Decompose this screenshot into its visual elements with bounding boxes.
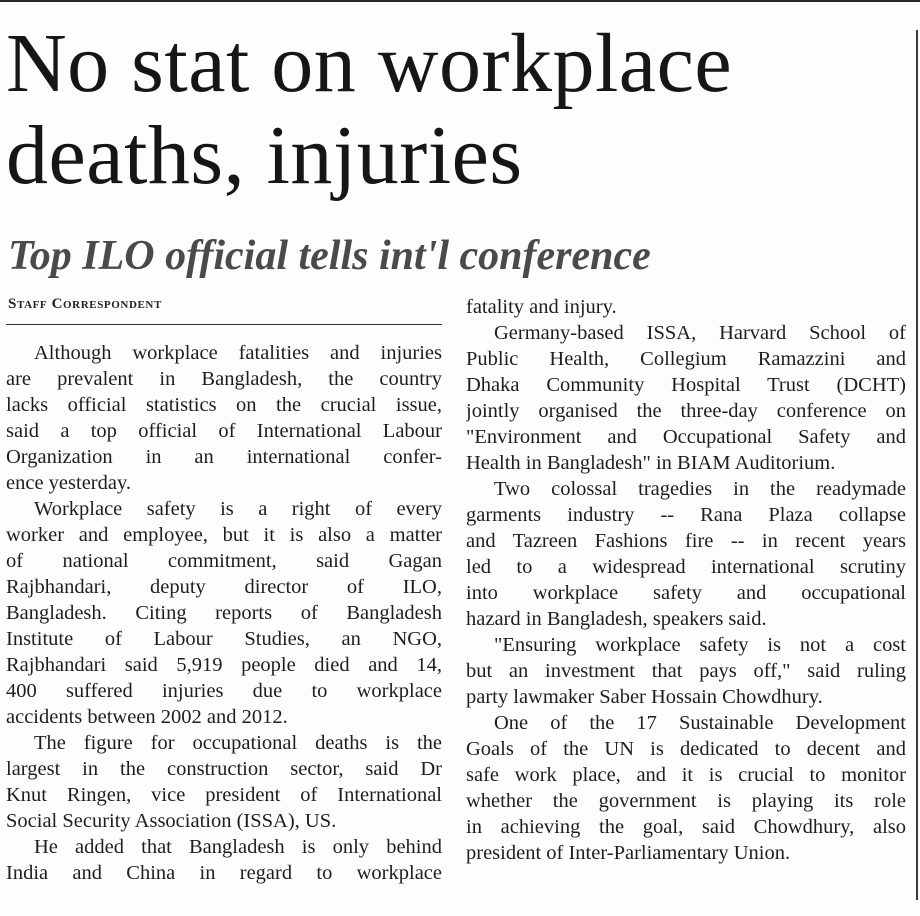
article-text-line: Social Security Association (ISSA), US.	[6, 810, 337, 832]
article-text-line: Germany-based ISSA, Harvard School of	[494, 322, 906, 344]
article-text-line: Dhaka Community Hospital Trust (DCHT)	[466, 374, 906, 396]
right-edge-rule	[916, 30, 918, 900]
article-text-line: "Ensuring workplace safety is not a cost	[494, 634, 906, 656]
article-text-line: Two colossal tragedies in the readymade	[494, 478, 906, 500]
article-text-line: but an investment that pays off," said ruling	[466, 660, 906, 682]
article-text-line: in achieving the goal, said Chowdhury, also	[466, 816, 906, 838]
article-text-line: worker and employee, but it is also a matter	[6, 524, 442, 546]
headline-line-2: deaths, injuries	[6, 109, 523, 202]
article-text-line: Rajbhandari said 5,919 people died and 14,	[6, 654, 442, 676]
article-text-line: party lawmaker Saber Hossain Chowdhury.	[466, 686, 823, 708]
article-text-line: One of the 17 Sustainable Development	[494, 712, 906, 734]
article-text-line: lacks official statistics on the crucial issue,	[6, 394, 442, 416]
subheadline: Top ILO official tells int'l conference	[8, 233, 651, 279]
article-text-line: Bangladesh. Citing reports of Bangladesh	[6, 602, 442, 624]
article-text-line: 400 suffered injuries due to workplace	[6, 680, 442, 702]
article-text-line: fatality and injury.	[466, 296, 617, 318]
article-text-line: Workplace safety is a right of every	[34, 498, 442, 520]
article-text-line: Rajbhandari, deputy director of ILO,	[6, 576, 442, 598]
article-text-line: Goals of the UN is dedicated to decent and	[466, 738, 906, 760]
article-text-line: into workplace safety and occupational	[466, 582, 906, 604]
article-text-line: of national commitment, said Gagan	[6, 550, 442, 572]
left-column	[6, 340, 442, 886]
article-text-line: Health in Bangladesh" in BIAM Auditorium.	[466, 452, 836, 474]
article-text-line: said a top official of International Labour	[6, 420, 442, 442]
top-rule	[0, 0, 920, 2]
article-text-line: He added that Bangladesh is only behind	[34, 836, 442, 858]
article-text-line: ence yesterday.	[6, 472, 132, 494]
article-text-line: hazard in Bangladesh, speakers said.	[466, 608, 767, 630]
article-text-line: "Environment and Occupational Safety and	[466, 426, 906, 448]
byline-rule	[6, 324, 442, 325]
headline-line-1: No stat on workplace	[6, 17, 733, 110]
article-text-line: The figure for occupational deaths is the	[34, 732, 442, 754]
article-text-line: Knut Ringen, vice president of International	[6, 784, 442, 806]
article-text-line: and Tazreen Fashions fire -- in recent years	[466, 530, 906, 552]
article-text-line: garments industry -- Rana Plaza collapse	[466, 504, 906, 526]
article-text-line: jointly organised the three-day conference on	[466, 400, 906, 422]
article-text-line: are prevalent in Bangladesh, the country	[6, 368, 442, 390]
article-text-line: Institute of Labour Studies, an NGO,	[6, 628, 442, 650]
article-text-line: India and China in regard to workplace	[6, 862, 442, 884]
right-column	[466, 294, 906, 866]
article-text-line: Public Health, Collegium Ramazzini and	[466, 348, 906, 370]
headline	[6, 18, 906, 202]
article-text-line: Although workplace fatalities and injuries	[34, 342, 442, 364]
article-text-line: Organization in an international confer-	[6, 446, 442, 468]
article-text-line: president of Inter-Parliamentary Union.	[466, 842, 791, 864]
article-text-line: led to a widespread international scrutiny	[466, 556, 906, 578]
article-text-line: largest in the construction sector, said Dr	[6, 758, 442, 780]
article-text-line: safe work place, and it is crucial to monitor	[466, 764, 906, 786]
article-text-line: whether the government is playing its role	[466, 790, 906, 812]
article-text-line: accidents between 2002 and 2012.	[6, 706, 288, 728]
byline: Staff Correspondent	[8, 296, 162, 312]
